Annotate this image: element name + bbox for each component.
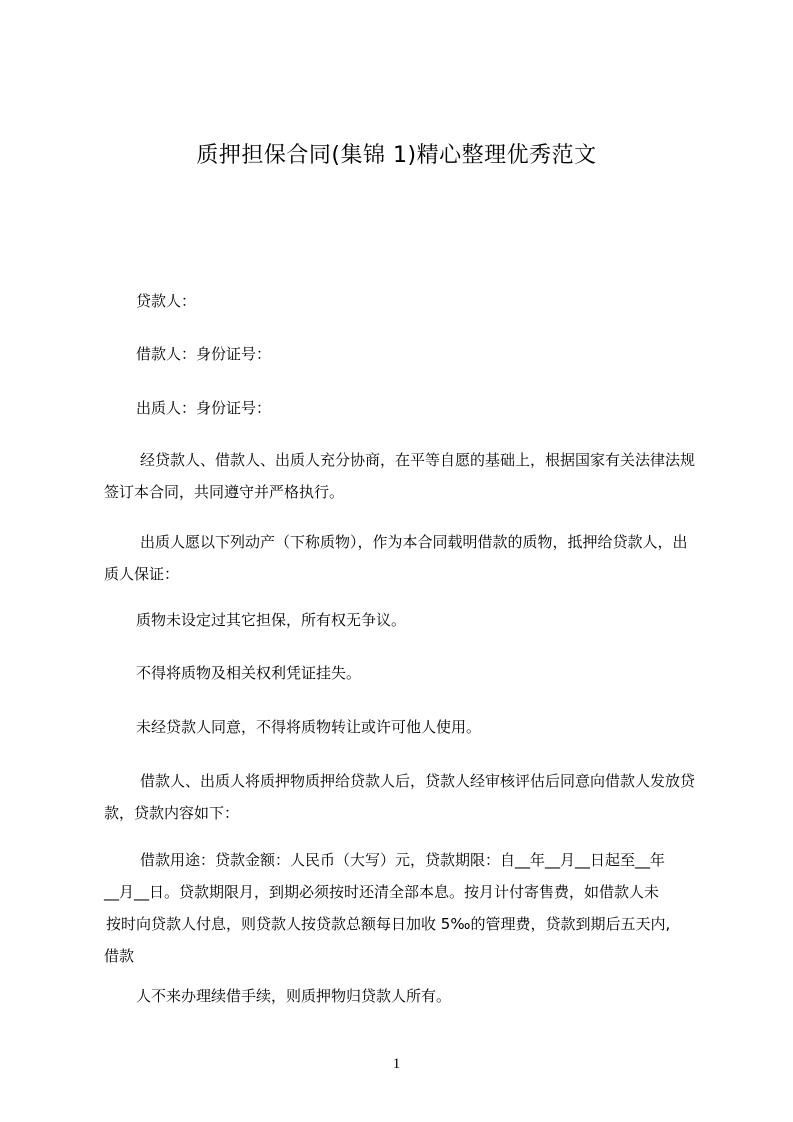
forfeiture-paragraph: 人不来办理续借手续，则质押物归贷款人所有。 [136, 987, 452, 1005]
loan-terms-paragraph [104, 844, 700, 972]
loan-terms-line: 按时向贷款人付息，则贷款人按贷款总额每日加收 5‰的管理费，贷款到期后五天内, [106, 915, 671, 933]
lender-line: 贷款人： [136, 292, 197, 310]
document-title: 质押担保合同(集锦 1)精心整理优秀范文 [196, 143, 597, 168]
borrower-line: 借款人：身份证号： [136, 345, 272, 363]
page-number: 1 [392, 1056, 401, 1072]
consultation-paragraph: 经贷款人、借款人、出质人充分协商，在平等自愿的基础上，根据国家有关法律法规签订本合同，共同遵守并严格执行。 [104, 451, 696, 501]
pledge-intro-paragraph: 出质人愿以下列动产（下称质物），作为本合同载明借款的质物，抵押给贷款人，出质人保证： [104, 533, 688, 583]
guarantee-item-1: 质物未设定过其它担保，所有权无争议。 [136, 611, 407, 629]
pledgor-line: 出质人：身份证号： [136, 399, 272, 417]
guarantee-item-3: 未经贷款人同意，不得将质物转让或许可他人使用。 [136, 718, 482, 736]
loan-terms-line: 借款 [104, 947, 135, 965]
loan-terms-line: __月__日。贷款期限月，到期必须按时还清全部本息。按月计付寄售费，如借款人未 [104, 883, 660, 901]
guarantee-item-2: 不得将质物及相关权利凭证挂失。 [136, 664, 362, 682]
loan-terms-line: 借款用途：贷款金额：人民币（大写）元，贷款期限：自__年__月__日起至__年 [140, 851, 666, 869]
loan-grant-paragraph: 借款人、出质人将质押物质押给贷款人后，贷款人经审核评估后同意向借款人发放贷款，贷款内容如下： [104, 772, 696, 822]
